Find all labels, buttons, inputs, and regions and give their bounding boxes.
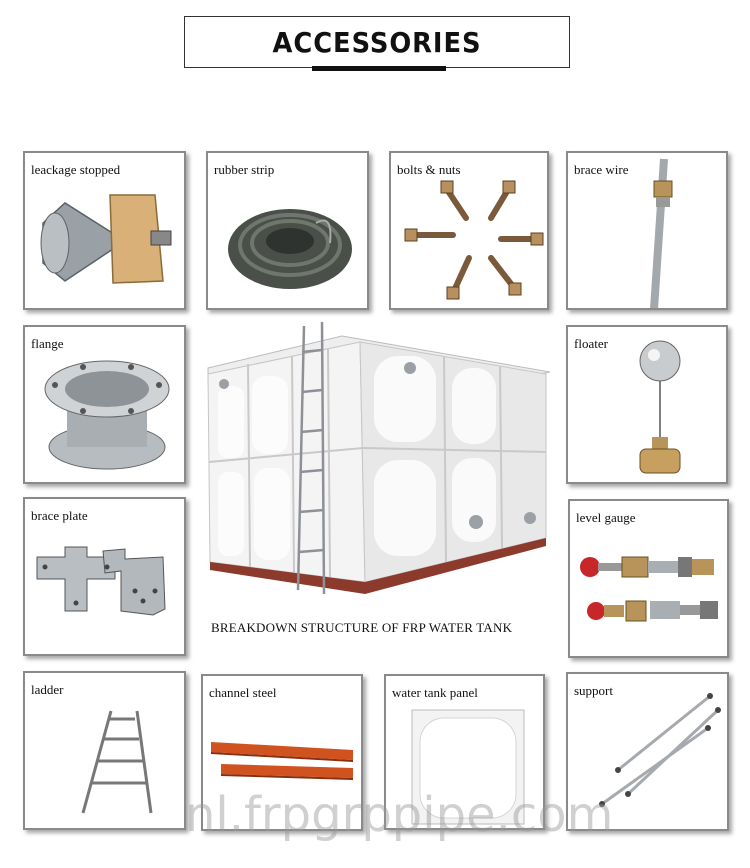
card-label: brace wire (574, 162, 629, 177)
card-label: level gauge (576, 510, 636, 525)
ladder-image (25, 673, 186, 830)
card-label: channel steel (209, 685, 277, 700)
tank-caption: BREAKDOWN STRUCTURE OF FRP WATER TANK (211, 620, 513, 635)
card-brace-plate (23, 497, 186, 656)
page-title: ACCESSORIES (272, 26, 482, 59)
card-bolts-nuts (389, 151, 549, 310)
card-label: support (574, 683, 613, 698)
frp-water-tank-image (200, 312, 558, 612)
rubber-strip-image (208, 153, 369, 310)
card-label: leackage stopped (31, 162, 121, 177)
card-floater (566, 325, 728, 484)
floater-image (568, 327, 728, 484)
card-ladder (23, 671, 186, 830)
card-label: water tank panel (392, 685, 478, 700)
card-label: rubber strip (214, 162, 275, 177)
card-label: floater (574, 336, 608, 351)
card-leakage-stopped (23, 151, 186, 310)
level-gauge-image (570, 501, 729, 658)
card-label: ladder (31, 682, 64, 697)
card-label: flange (31, 336, 64, 351)
title-box (184, 16, 570, 68)
title-underline (312, 66, 446, 71)
bolts-nuts-image (391, 153, 549, 310)
card-label: bolts & nuts (397, 162, 461, 177)
card-rubber-strip (206, 151, 369, 310)
brace-wire-image (568, 153, 728, 310)
card-label: brace plate (31, 508, 88, 523)
card-brace-wire (566, 151, 728, 310)
brace-plate-image (25, 499, 186, 656)
card-flange (23, 325, 186, 484)
flange-image (25, 327, 186, 484)
card-level-gauge (568, 499, 729, 658)
leakage-stopper-image (25, 153, 186, 310)
watermark: nl.frpgrppipe.com (185, 787, 614, 843)
